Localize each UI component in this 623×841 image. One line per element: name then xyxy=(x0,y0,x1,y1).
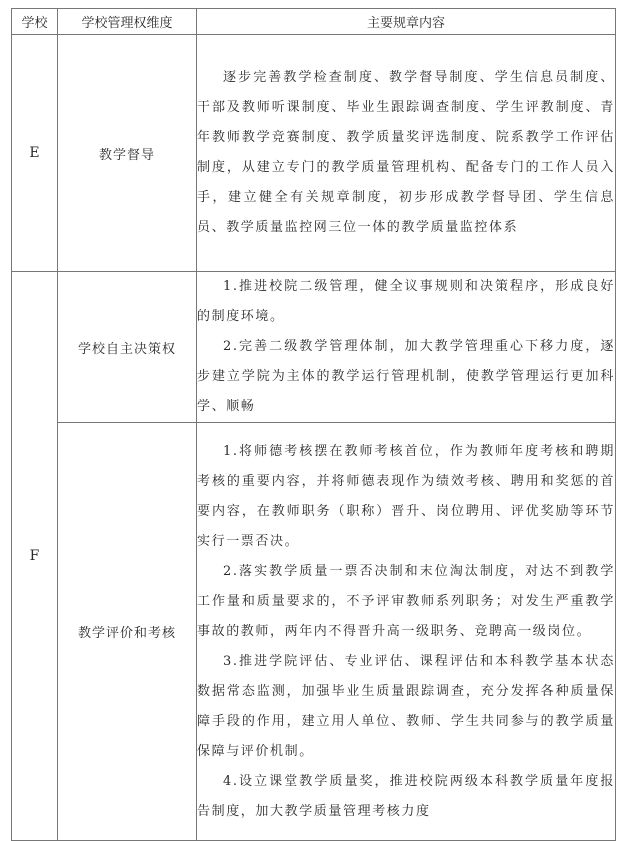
content-paragraph: 3.推进学院评估、专业评估、课程评估和本科教学基本状态数据常态监测，加强毕业生质量跟踪调查，充分发挥各种质量保障手段的作用，建立用人单位、教师、学生共同参与的教学质量保障与评价机制。 xyxy=(197,653,615,759)
table-row xyxy=(12,35,616,272)
content-paragraph: 2.完善二级教学管理体制，加大教学管理重心下移力度，逐步建立学院为主体的教学运行管理机制，使教学管理运行更加科学、顺畅 xyxy=(197,339,615,414)
table-row xyxy=(12,272,616,423)
content-paragraph: 1.推进校院二级管理，健全议事规则和决策程序，形成良好的制度环境。 xyxy=(197,279,615,324)
dimension-cell: 学校自主决策权 xyxy=(58,272,197,423)
header-content: 主要规章内容 xyxy=(197,9,616,35)
content-cell xyxy=(197,272,616,423)
dimension-cell: 教学评价和考核 xyxy=(58,423,197,841)
content-paragraph: 逐步完善教学检查制度、教学督导制度、学生信息员制度、干部及教师听课制度、毕业生跟踪调查制度、学生评教制度、青年教师教学竞赛制度、教学质量奖评选制度、院系教学工作评估制度，从建立专门的教学质量管理机构、配备专门的工作人员入手，建立健全有关规章制度，初步形成教学督导团、学生信息员、教学质量监控网三位一体的教学质量监控体系 xyxy=(197,70,615,235)
school-cell: F xyxy=(12,272,58,841)
regulations-table xyxy=(11,8,616,841)
header-school: 学校 xyxy=(12,9,58,35)
content-paragraph: 4.设立课堂教学质量奖，推进校院两级本科教学质量年度报告制度，加大教学质量管理考核力度 xyxy=(197,773,615,819)
dimension-cell: 教学督导 xyxy=(58,35,197,272)
header-row xyxy=(12,9,616,35)
header-dimension: 学校管理权维度 xyxy=(58,9,197,35)
content-cell xyxy=(197,423,616,841)
table-row xyxy=(12,423,616,841)
school-cell: E xyxy=(12,35,58,272)
content-cell xyxy=(197,35,616,272)
content-paragraph: 1.将师德考核摆在教师考核首位，作为教师年度考核和聘期考核的重要内容，并将师德表现作为绩效考核、聘用和奖惩的首要内容，在教师职务（职称）晋升、岗位聘用、评优奖励等环节实行一票否决。 xyxy=(197,443,615,549)
content-paragraph: 2.落实教学质量一票否决制和末位淘汰制度，对达不到教学工作量和质量要求的，不予评审教师系列职务；对发生严重教学事故的教师，两年内不得晋升高一级职务、竞聘高一级岗位。 xyxy=(197,563,615,639)
